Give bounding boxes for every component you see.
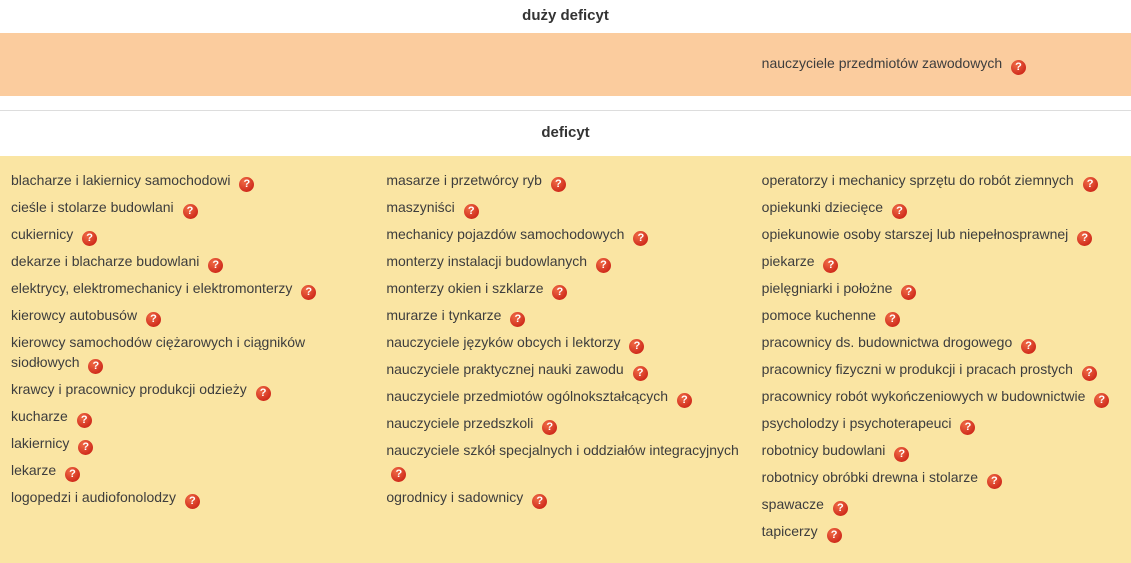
help-icon[interactable]: ? [827, 528, 842, 543]
help-icon[interactable]: ? [88, 359, 103, 374]
occupation-item [11, 305, 374, 327]
occupation-label: robotnicy budowlani [761, 442, 886, 458]
occupation-column [386, 170, 749, 548]
occupation-label: kierowcy samochodów ciężarowych i ciągników siodłowych [11, 334, 306, 370]
occupation-label: cieśle i stolarze budowlani [11, 199, 174, 215]
occupation-label: piekarze [761, 253, 815, 269]
occupation-label: ogrodnicy i sadownicy [386, 489, 524, 505]
help-icon[interactable]: ? [894, 447, 909, 462]
help-icon[interactable]: ? [1094, 393, 1109, 408]
occupation-column [11, 53, 374, 75]
section-title-deficyt: deficyt [541, 124, 590, 141]
columns-deficyt [11, 170, 1125, 548]
occupation-item [386, 224, 749, 246]
help-icon[interactable]: ? [551, 177, 566, 192]
occupation-item [762, 413, 1125, 435]
help-icon[interactable]: ? [1082, 366, 1097, 381]
occupation-label: lekarze [11, 462, 57, 478]
occupation-column [762, 53, 1125, 75]
occupation-item [762, 521, 1125, 543]
occupation-label: kucharze [11, 408, 68, 424]
help-icon[interactable]: ? [185, 494, 200, 509]
help-icon[interactable]: ? [633, 231, 648, 246]
help-icon[interactable]: ? [892, 204, 907, 219]
help-icon[interactable]: ? [146, 312, 161, 327]
occupation-item [11, 224, 374, 246]
occupation-column [386, 53, 749, 75]
help-icon[interactable]: ? [78, 440, 93, 455]
occupation-item [762, 494, 1125, 516]
occupation-label: nauczyciele praktycznej nauki zawodu [386, 361, 624, 377]
occupation-item [762, 170, 1125, 192]
occupation-label: nauczyciele szkół specjalnych i oddziałów integracyjnych [386, 442, 739, 458]
occupation-item [762, 467, 1125, 489]
occupation-label: krawcy i pracownicy produkcji odzieży [11, 381, 247, 397]
help-icon[interactable]: ? [542, 420, 557, 435]
help-icon[interactable]: ? [256, 386, 271, 401]
occupation-item [386, 386, 749, 408]
occupation-item [762, 197, 1125, 219]
columns-duzy-deficyt [11, 53, 1125, 75]
occupation-item [386, 305, 749, 327]
occupation-item [11, 460, 374, 482]
help-icon[interactable]: ? [65, 467, 80, 482]
occupation-label: nauczyciele przedszkoli [386, 415, 534, 431]
occupation-item [762, 53, 1125, 75]
occupation-item [386, 170, 749, 192]
occupation-item [11, 278, 374, 300]
help-icon[interactable]: ? [633, 366, 648, 381]
occupation-item [762, 386, 1125, 408]
help-icon[interactable]: ? [391, 467, 406, 482]
occupation-label: opiekunki dziecięce [761, 199, 884, 215]
help-icon[interactable]: ? [1021, 339, 1036, 354]
help-icon[interactable]: ? [629, 339, 644, 354]
occupation-item [11, 487, 374, 509]
help-icon[interactable]: ? [510, 312, 525, 327]
occupation-item [762, 251, 1125, 273]
occupation-label: monterzy instalacji budowlanych [386, 253, 588, 269]
occupation-column [762, 170, 1125, 548]
occupation-item [386, 413, 749, 435]
occupation-label: robotnicy obróbki drewna i stolarze [761, 469, 978, 485]
help-icon[interactable]: ? [464, 204, 479, 219]
help-icon[interactable]: ? [532, 494, 547, 509]
occupation-label: maszyniści [386, 199, 455, 215]
help-icon[interactable]: ? [901, 285, 916, 300]
help-icon[interactable]: ? [987, 474, 1002, 489]
occupation-label: pracownicy ds. budownictwa drogowego [761, 334, 1013, 350]
occupation-item [762, 305, 1125, 327]
occupation-item [386, 251, 749, 273]
section-duzy-deficyt [0, 0, 1131, 96]
occupation-label: tapicerzy [761, 523, 818, 539]
occupation-label: nauczyciele języków obcych i lektorzy [386, 334, 621, 350]
occupation-item [762, 224, 1125, 246]
occupation-item [11, 379, 374, 401]
help-icon[interactable]: ? [301, 285, 316, 300]
help-icon[interactable]: ? [596, 258, 611, 273]
help-icon[interactable]: ? [677, 393, 692, 408]
occupation-column [11, 170, 374, 548]
occupation-item [386, 440, 749, 482]
help-icon[interactable]: ? [183, 204, 198, 219]
occupation-label: dekarze i blacharze budowlani [11, 253, 200, 269]
help-icon[interactable]: ? [833, 501, 848, 516]
occupation-label: kierowcy autobusów [11, 307, 138, 323]
occupation-label: monterzy okien i szklarze [386, 280, 544, 296]
occupation-label: lakiernicy [11, 435, 70, 451]
help-icon[interactable]: ? [552, 285, 567, 300]
occupation-item [762, 332, 1125, 354]
section-deficyt [0, 110, 1131, 563]
occupation-label: mechanicy pojazdów samochodowych [386, 226, 625, 242]
occupation-item [762, 359, 1125, 381]
help-icon[interactable]: ? [885, 312, 900, 327]
occupation-item [11, 251, 374, 273]
help-icon[interactable]: ? [82, 231, 97, 246]
occupation-item [11, 433, 374, 455]
occupation-item [11, 332, 374, 374]
occupation-item [386, 278, 749, 300]
occupation-label: spawacze [761, 496, 824, 512]
occupation-item [386, 359, 749, 381]
occupation-item [762, 440, 1125, 462]
occupation-label: murarze i tynkarze [386, 307, 502, 323]
occupation-label: operatorzy i mechanicy sprzętu do robót ziemnych [761, 172, 1074, 188]
occupation-label: elektrycy, elektromechanicy i elektromonterzy [11, 280, 293, 296]
occupation-label: logopedzi i audiofonolodzy [11, 489, 177, 505]
help-icon[interactable]: ? [208, 258, 223, 273]
occupation-item [386, 332, 749, 354]
occupation-item [762, 278, 1125, 300]
help-icon[interactable]: ? [1083, 177, 1098, 192]
section-title-duzy-deficyt: duży deficyt [522, 7, 609, 24]
help-icon[interactable]: ? [960, 420, 975, 435]
occupation-item [11, 170, 374, 192]
help-icon[interactable]: ? [823, 258, 838, 273]
occupation-label: masarze i przetwórcy ryb [386, 172, 542, 188]
help-icon[interactable]: ? [77, 413, 92, 428]
occupation-label: cukiernicy [11, 226, 74, 242]
occupation-label: pielęgniarki i położne [761, 280, 893, 296]
occupation-label: nauczyciele przedmiotów zawodowych [761, 55, 1003, 71]
occupation-label: pomoce kuchenne [761, 307, 877, 323]
help-icon[interactable]: ? [1077, 231, 1092, 246]
occupation-item [386, 197, 749, 219]
occupation-item [11, 197, 374, 219]
occupation-item [11, 406, 374, 428]
band-deficyt [0, 156, 1131, 563]
help-icon[interactable]: ? [239, 177, 254, 192]
occupation-label: nauczyciele przedmiotów ogólnokształcących [386, 388, 669, 404]
occupation-label: pracownicy fizyczni w produkcji i pracach prostych [761, 361, 1073, 377]
help-icon[interactable]: ? [1011, 60, 1026, 75]
occupation-label: blacharze i lakiernicy samochodowi [11, 172, 231, 188]
band-duzy-deficyt [0, 33, 1131, 96]
occupation-item [386, 487, 749, 509]
occupation-label: pracownicy robót wykończeniowych w budownictwie [761, 388, 1086, 404]
occupation-label: opiekunowie osoby starszej lub niepełnosprawnej [761, 226, 1069, 242]
occupation-label: psycholodzy i psychoterapeuci [761, 415, 952, 431]
